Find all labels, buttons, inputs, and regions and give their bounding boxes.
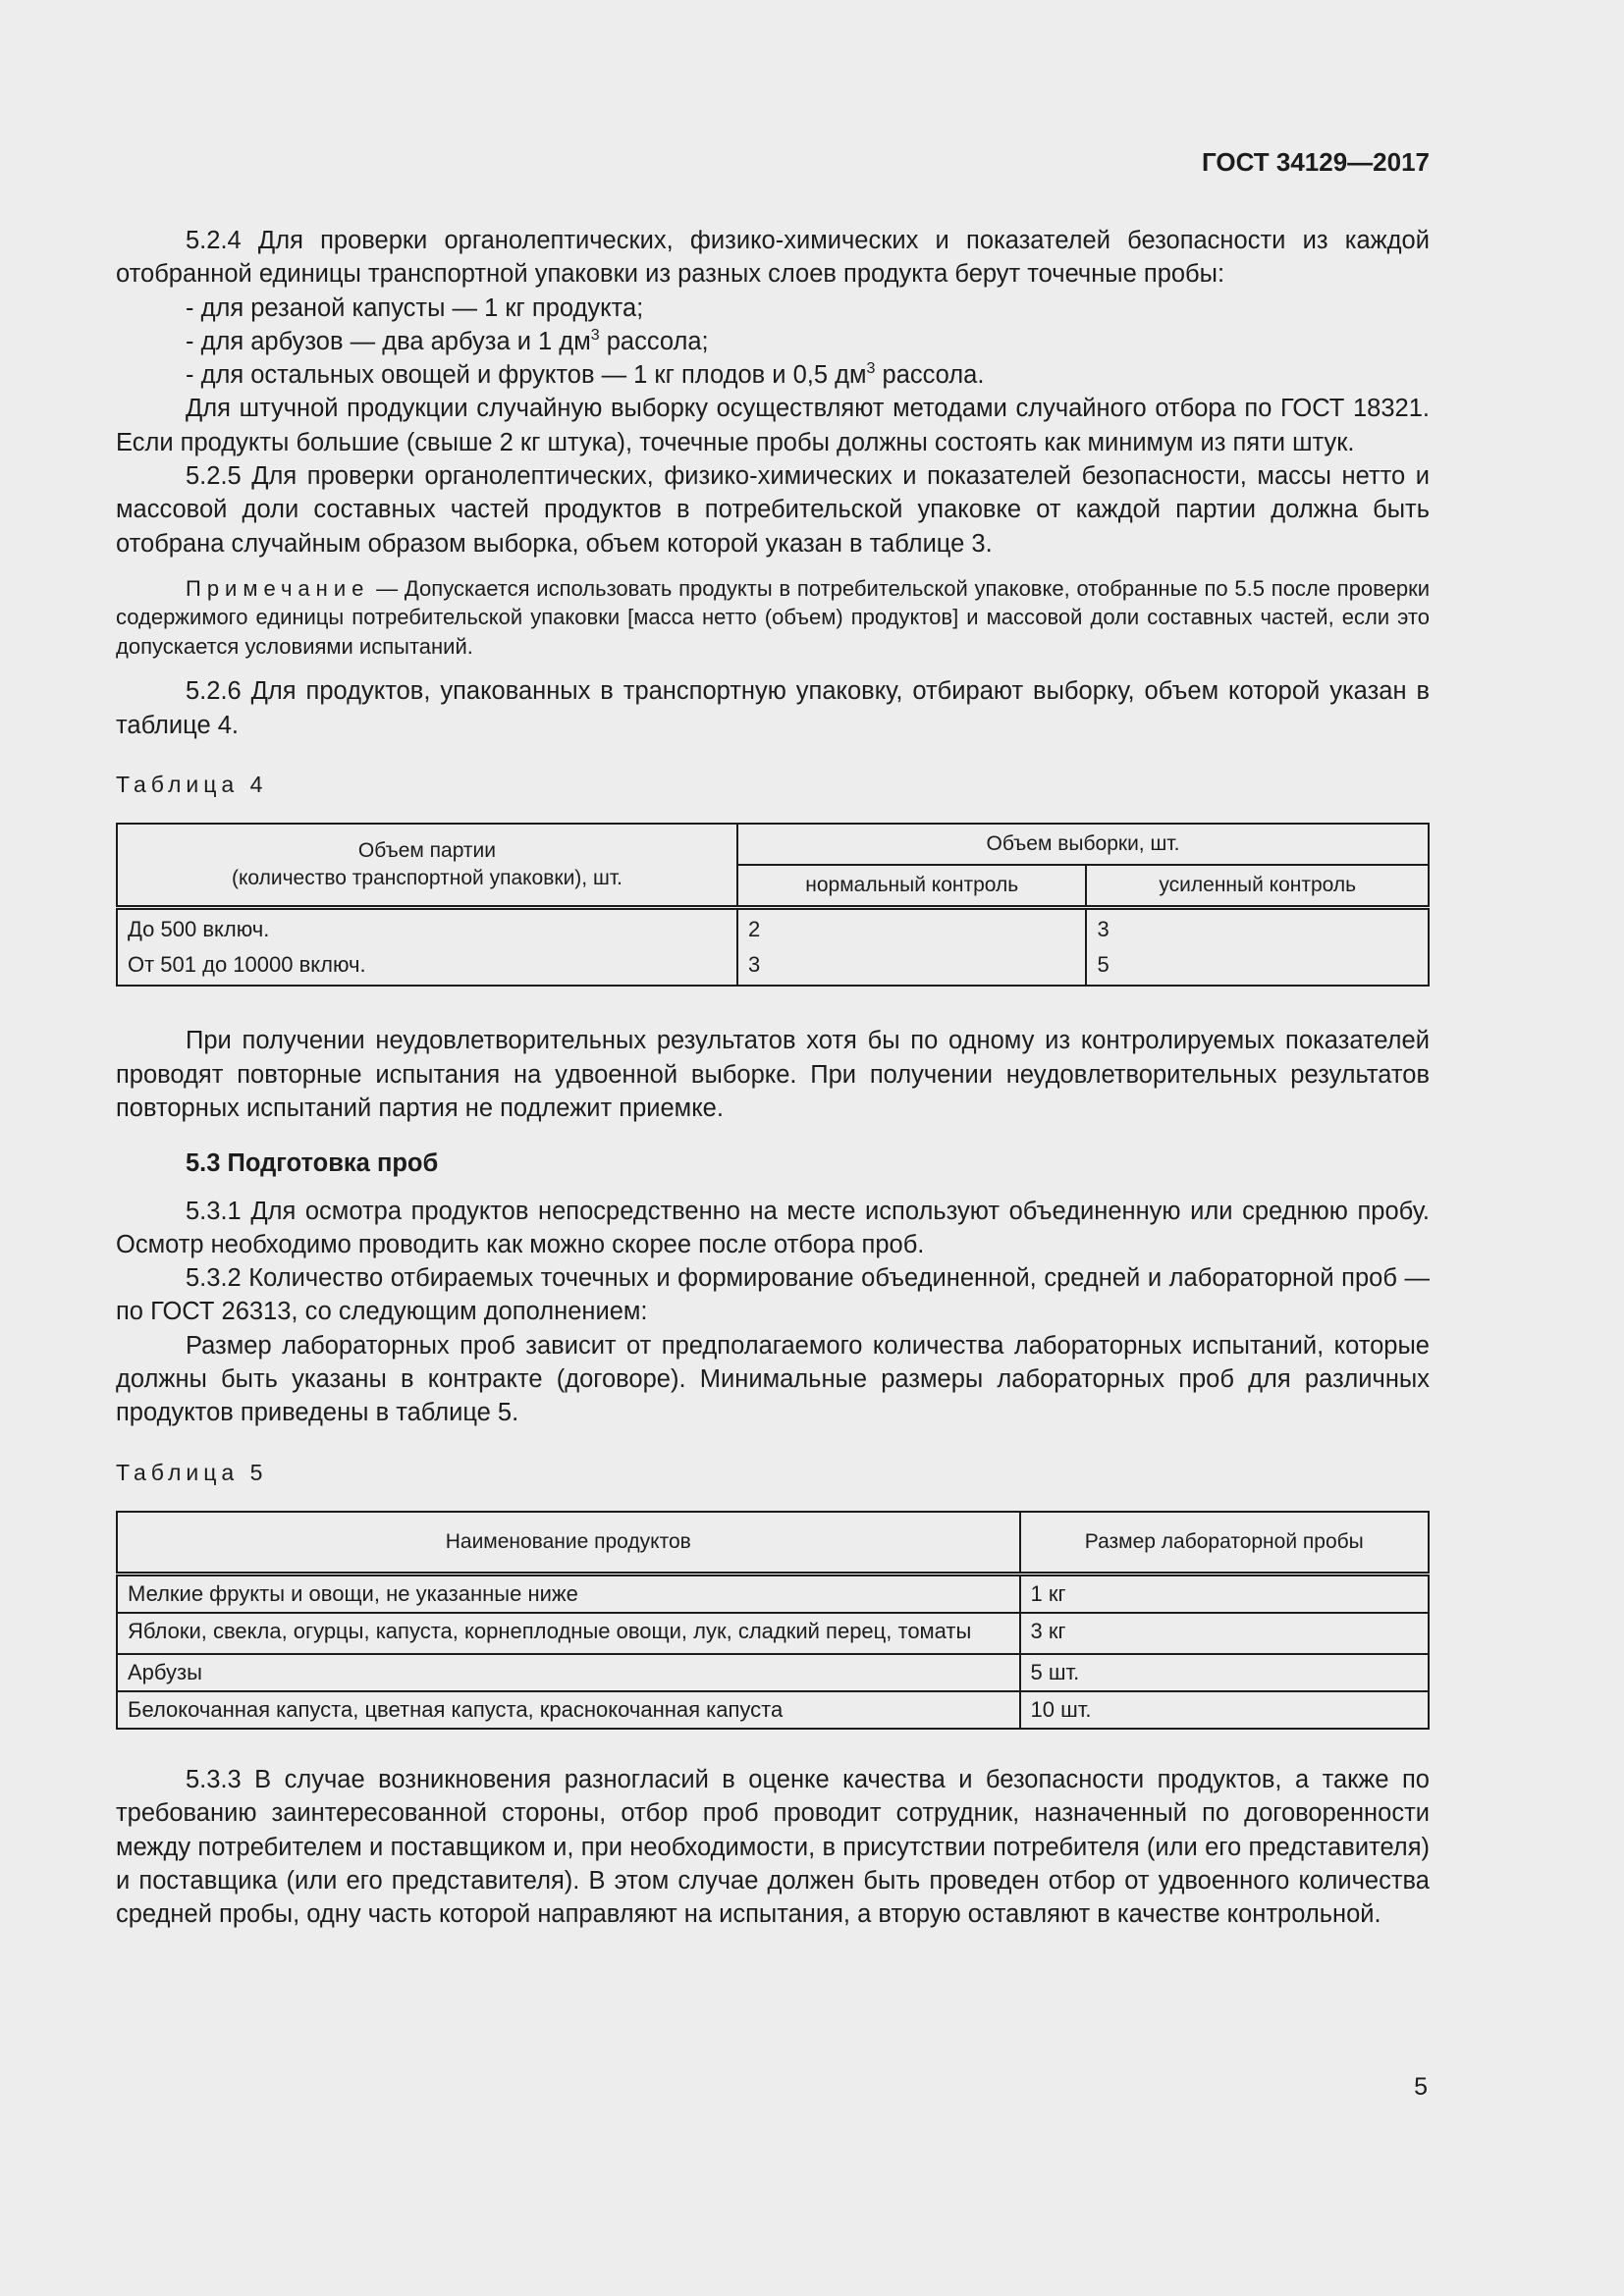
table-cell-lot: До 500 включ. [117, 908, 737, 948]
table-5-caption: Таблица 5 [116, 1459, 268, 1485]
table-cell-normal: 2 [737, 908, 1087, 948]
table-cell-product: Арбузы [117, 1654, 1020, 1691]
table-5 [116, 1511, 1430, 1730]
table-cell-tight: 3 [1086, 908, 1429, 948]
table-cell-normal: 3 [737, 947, 1087, 986]
table-4-header-sample: Объем выборки, шт. [737, 824, 1429, 865]
table-row [117, 1613, 1429, 1654]
table-cell-product: Яблоки, свекла, огурцы, капуста, корнеплодные овощи, лук, сладкий перец, томаты [117, 1613, 1020, 1654]
paragraph-piece-goods: Для штучной продукции случайную выборку осуществляют методами случайного отбора по ГОСТ 18321. Если продукты большие (свыше 2 кг штука), точечные пробы должны состоять как минимум из пяти штук. [116, 395, 1430, 456]
paragraph-lab-samples: Размер лабораторных проб зависит от предполагаемого количества лабораторных испытаний, которые должны быть указаны в контракте (договоре). Минимальные размеры лабораторных проб для различных продуктов приведены в таблице 5. [116, 1331, 1430, 1427]
table-cell-product: Мелкие фрукты и овощи, не указанные ниже [117, 1574, 1020, 1613]
paragraph-5-2-5: 5.2.5 Для проверки органолептических, физико-химических и показателей безопасности, массы нетто и массовой доли составных частей продуктов в потребительской упаковке от каждой партии должна быть отобрана случайным образом выборка, объем которой указан в таблице 3. [116, 462, 1430, 558]
paragraph-5-3-2: 5.3.2 Количество отбираемых точечных и формирование объединенной, средней и лабораторной проб — по ГОСТ 26313, со следующим дополнением: [116, 1264, 1430, 1326]
paragraph-retest: При получении неудовлетворительных результатов хотя бы по одному из контролируемых показателей проводят повторные испытания на удвоенной выборке. При получении неудовлетворительных результатов повторных испытаний партия не подлежит приемке. [116, 1027, 1430, 1122]
table-row [117, 947, 1429, 986]
table-cell-size: 5 шт. [1020, 1654, 1429, 1691]
table-4 [116, 823, 1430, 987]
list-item-cabbage: - для резаной капусты — 1 кг продукта; [186, 294, 644, 322]
paragraph-5-3-3: 5.3.3 В случае возникновения разногласий в оценке качества и безопасности продуктов, а также по требованию заинтересованной стороны, отбор проб проводит сотрудник, назначенный по договоренности между потребителем и поставщиком и, при необходимости, в присутствии потребителя (или его представителя) и поставщика (или его представителя). В этом случае должен быть проведен отбор от удвоенного количества средней пробы, одну часть которой направляют на испытания, а вторую оставляют в качестве контрольной. [116, 1765, 1430, 1929]
table-4-caption: Таблица 4 [116, 772, 268, 798]
table-cell-tight: 5 [1086, 947, 1429, 986]
table-row [117, 1574, 1429, 1613]
page-number: 5 [1414, 2073, 1428, 2101]
note [116, 574, 1430, 662]
list-item-watermelon: - для арбузов — два арбуза и 1 $дм^3$ рассола; [186, 326, 709, 355]
note-text: — Допускается использовать продукты в потребительской упаковке, отобранные по 5.5 после проверки содержимого единицы потребительской упаковки [масса нетто (объем) продуктов] и массовой доли составных частей, если это допускается условиями испытаний. [116, 575, 1430, 659]
table-cell-size: 10 шт. [1020, 1691, 1429, 1729]
table-5-header-size: Размер лабораторной пробы [1020, 1512, 1429, 1575]
table-cell-lot: От 501 до 10000 включ. [117, 947, 737, 986]
paragraph-5-2-4: 5.2.4 Для проверки органолептических, физико-химических и показателей безопасности из каждой отобранной единицы транспортной упаковки из разных слоев продукта берут точечные пробы: [116, 227, 1430, 289]
table-row [117, 1654, 1429, 1691]
table-cell-product: Белокочанная капуста, цветная капуста, краснокочанная капуста [117, 1691, 1020, 1729]
table-4-header-normal: нормальный контроль [737, 865, 1087, 908]
table-row [117, 1691, 1429, 1729]
table-5-header-product: Наименование продуктов [117, 1512, 1020, 1575]
table-cell-size: 1 кг [1020, 1574, 1429, 1613]
paragraph-5-2-6: 5.2.6 Для продуктов, упакованных в транспортную упаковку, отбирают выборку, объем которой указан в таблице 4. [116, 677, 1430, 739]
table-cell-size: 3 кг [1020, 1613, 1429, 1654]
table-4-header-tight: усиленный контроль [1086, 865, 1429, 908]
document-body [116, 224, 1430, 1931]
section-heading-5-3: 5.3 Подготовка проб [186, 1149, 439, 1178]
paragraph-5-3-1: 5.3.1 Для осмотра продуктов непосредственно на месте используют объединенную или среднюю пробу. Осмотр необходимо проводить как можно скорее после отбора проб. [116, 1197, 1430, 1258]
standard-header: ГОСТ 34129—2017 [1202, 147, 1430, 177]
table-4-header-lot: Объем партии (количество транспортной упаковки), шт. [117, 824, 737, 908]
note-label: Примечание [186, 575, 370, 601]
table-row [117, 908, 1429, 948]
list-item-other-produce: - для остальных овощей и фруктов — 1 кг плодов и 0,5 $дм^3$ рассола. [186, 360, 985, 390]
